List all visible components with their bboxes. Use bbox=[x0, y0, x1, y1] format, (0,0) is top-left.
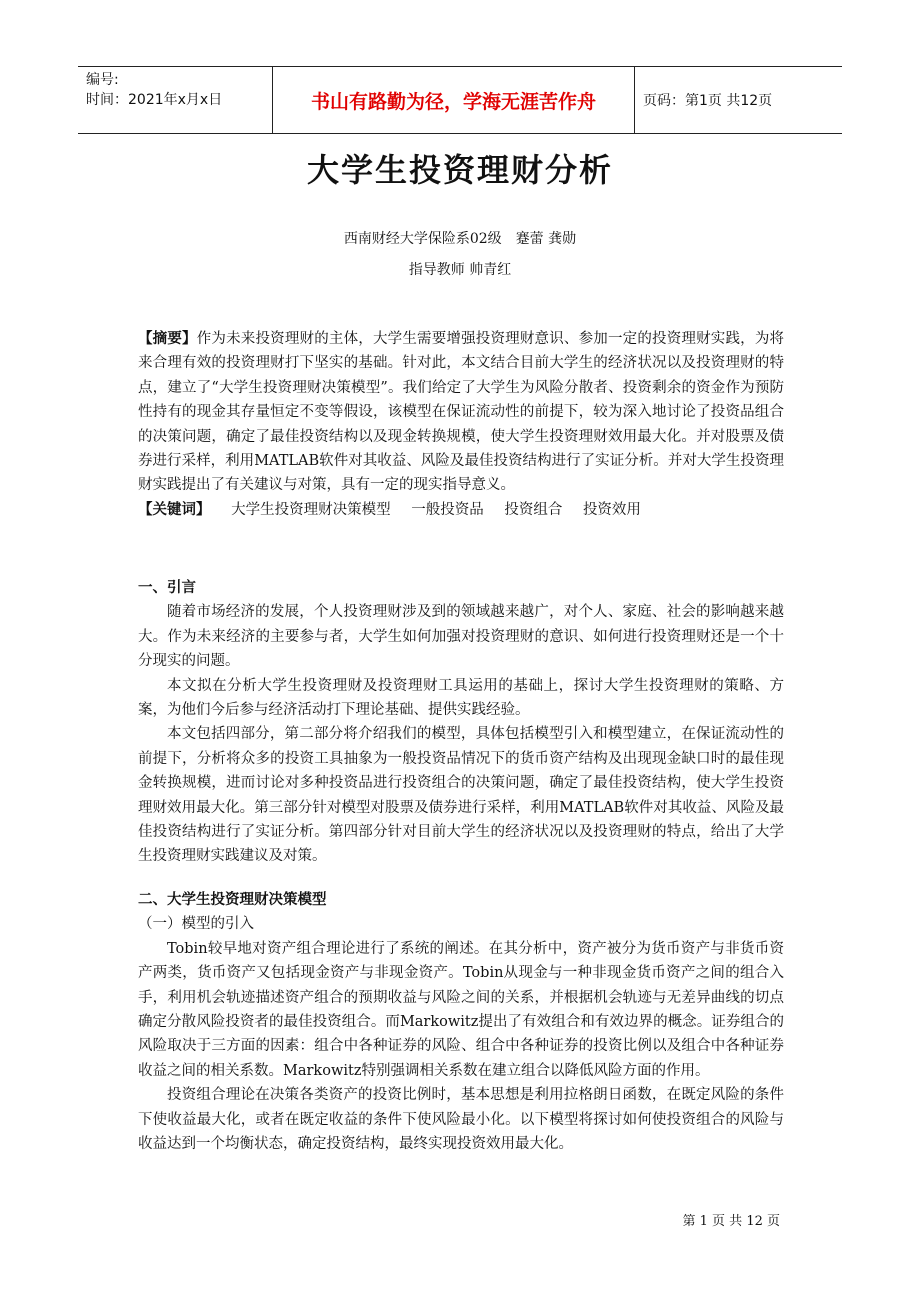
paragraph: 随着市场经济的发展，个人投资理财涉及到的领域越来越广，对个人、家庭、社会的影响越来越大。作为未来经济的主要参与者，大学生如何加强对投资理财的意识、如何进行投资理财还是一个十分现实的问题。 bbox=[138, 604, 784, 670]
section1-heading: 一、引言 bbox=[138, 580, 196, 596]
keyword-item: 一般投资品 bbox=[411, 501, 484, 518]
abstract-text: 作为未来投资理财的主体，大学生需要增强投资理财意识、参加一定的投资理财实践，为将来合理有效的投资理财打下坚实的基础。针对此，本文结合目前大学生的经济状况以及投资理财的特点，建立了“大学生投资理财决策模型”。我们给定了大学生为风险分散者、投资剩余的资金作为预防性持有的现金其存量恒定不变等假设，该模型在保证流动性的前提下，较为深入地讨论了投资品组合的决策问题，确定了最佳投资结构以及现金转换规模，使大学生投资理财效用最大化。并对股票及债券进行采样，利用MATLAB软件对其收益、风险及最佳投资结构进行了实证分析。并对大学生投资理财实践提出了有关建议与对策，具有一定的现实指导意义。 bbox=[138, 331, 785, 494]
paragraph: Tobin较早地对资产组合理论进行了系统的阐述。在其分析中，资产被分为货币资产与非货币资产两类，货币资产又包括现金资产与非现金资产。Tobin从现金与一种非现金货币资产之间的组合入手，利用机会轨迹描述资产组合的预期收益与风险之间的关系，并根据机会轨迹与无差异曲线的切点确定分散风险投资者的最佳投资组合。而Markowitz提出了有效组合和有效边界的概念。证券组合的风险取决于三方面的因素：组合中各种证券的风险、组合中各种证券的投资比例以及组合中各种证券收益之间的相关系数。Markowitz特别强调相关系数在建立组合以降低风险方面的作用。 bbox=[138, 940, 784, 1079]
header-slogan: 书山有路勤为径，学海无涯苦作舟 bbox=[273, 67, 635, 133]
header-page-info: 页码：第1页 共12页 bbox=[643, 93, 773, 109]
advisor-line: 指导教师 帅青红 bbox=[408, 262, 512, 278]
document-header bbox=[78, 66, 842, 134]
author-line: 西南财经大学保险系02级 蹇蕾 龚勋 bbox=[343, 231, 577, 247]
keyword-item: 投资组合 bbox=[504, 501, 563, 518]
section-introduction bbox=[138, 576, 784, 869]
keywords-label: 【关键词】 bbox=[138, 501, 211, 518]
paragraph: 本文拟在分析大学生投资理财及投资理财工具运用的基础上，探讨大学生投资理财的策略、方案，为他们今后参与经济活动打下理论基础、提供实践经验。 bbox=[138, 677, 784, 719]
section2-subheading: （一）模型的引入 bbox=[138, 916, 254, 933]
paragraph: 本文包括四部分，第二部分将介绍我们的模型，具体包括模型引入和模型建立，在保证流动性的前提下，分析将众多的投资工具抽象为一般投资品情况下的货币资产结构及出现现金缺口时的最佳现金转换规模，进而讨论对多种投资品进行投资组合的决策问题，确定了最佳投资结构，使大学生投资理财效用最大化。第三部分针对模型对股票及债券进行采样，利用MATLAB软件对其收益、风险及最佳投资结构进行了实证分析。第四部分针对目前大学生的经济状况以及投资理财的特点，给出了大学生投资理财实践建议及对策。 bbox=[138, 726, 784, 865]
document-title: 大学生投资理财分析 bbox=[306, 151, 613, 189]
section-model bbox=[138, 888, 784, 1156]
section2-heading: 二、大学生投资理财决策模型 bbox=[138, 892, 327, 908]
page-footer: 第 1 页 共 12 页 bbox=[682, 1214, 780, 1229]
code-label: 编号: bbox=[86, 72, 119, 88]
paragraph: 投资组合理论在决策各类资产的投资比例时，基本思想是利用拉格朗日函数，在既定风险的条件下使收益最大化，或者在既定收益的条件下使风险最小化。以下模型将探讨如何使投资组合的风险与收益达到一个均衡状态，确定投资结构，最终实现投资效用最大化。 bbox=[138, 1087, 784, 1153]
abstract-block bbox=[138, 327, 784, 522]
keyword-item: 大学生投资理财决策模型 bbox=[231, 501, 391, 518]
keywords bbox=[138, 498, 784, 522]
keyword-item: 投资效用 bbox=[582, 501, 641, 518]
time-label: 时间：2021年x月x日 bbox=[86, 92, 223, 108]
header-meta bbox=[78, 67, 273, 133]
abstract bbox=[138, 327, 784, 498]
abstract-label: 【摘要】 bbox=[138, 331, 197, 347]
